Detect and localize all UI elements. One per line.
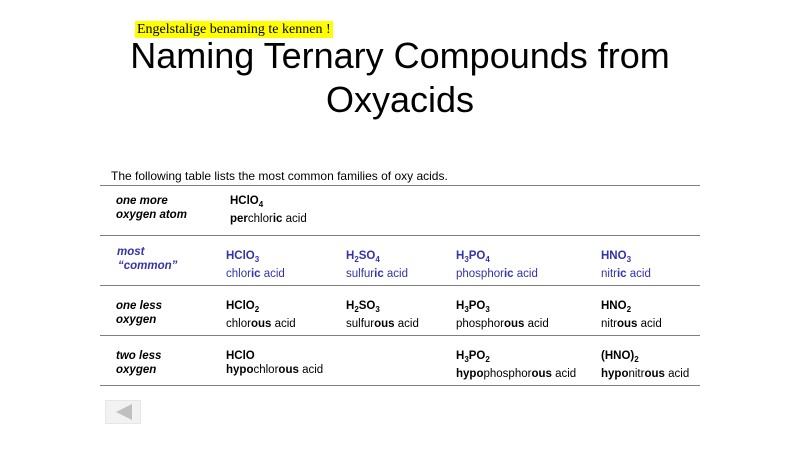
acid-name: hyponitrous acid [601,368,690,380]
acid-cell-nitric [601,249,651,281]
table-rule [100,385,700,386]
table-rule [100,235,700,236]
acid-name: hypophosphorous acid [456,368,577,380]
acid-name: hypochlorous acid [226,364,324,376]
acid-name: chlorous acid [226,318,296,330]
acid-name: nitric acid [601,268,651,280]
triangle-left-icon [106,401,140,423]
instruction-note: Engelstalige benaming te kennen ! [137,22,331,37]
slide-title-line2: Oxyacids [325,79,475,120]
acid-cell-phosphorous [456,299,549,331]
row-label-one-less: one less oxygen [116,300,163,326]
acid-name: sulfuric acid [346,268,409,280]
table-rule [100,335,700,336]
acid-name: nitrous acid [601,318,662,330]
acid-cell-perchloric [230,194,307,226]
formula: $H_3PO_2$ [456,350,490,364]
acid-cell-hypophosphorous [456,349,576,381]
intro-text: The following table lists the most common families of oxy acids. [111,169,448,183]
formula: HClO$_4$ [230,195,264,209]
formula: $H_3PO_3$ [456,300,490,314]
row-label-two-less: two less oxygen [116,350,162,376]
acid-cell-hypochlorous [226,349,323,377]
previous-slide-button[interactable] [105,400,141,424]
row-label-most-common: most “common” [117,246,178,272]
formula: $(HNO)_2$ [601,350,639,364]
formula: $H_2SO_4$ [346,250,380,264]
acid-cell-sulfuric [346,249,408,281]
slide-title [0,34,800,122]
acid-name: phosphorous acid [456,318,549,330]
acid-cell-chloric [226,249,285,281]
acid-cell-chlorous [226,299,296,331]
acid-cell-hyponitrous [601,349,689,381]
formula: HClO$_2$ [226,300,260,314]
acid-name: phosphoric acid [456,268,538,280]
formula: $H_3PO_4$ [456,250,490,264]
formula: $HNO_2$ [601,300,632,314]
formula: HClO [226,350,255,362]
formula: $H_2SO_3$ [346,300,380,314]
table-rule [100,185,700,186]
acid-name: chloric acid [226,268,285,280]
table-rule [100,285,700,286]
acid-cell-phosphoric [456,249,538,281]
acid-cell-nitrous [601,299,662,331]
acid-name: sulfurous acid [346,318,419,330]
acid-name: perchloric acid [230,213,307,225]
acid-cell-sulfurous [346,299,419,331]
formula: HClO$_3$ [226,250,260,264]
slide-title-line1: Naming Ternary Compounds from [130,35,670,76]
row-label-one-more: one more oxygen atom [116,195,187,221]
formula: $HNO_3$ [601,250,632,264]
